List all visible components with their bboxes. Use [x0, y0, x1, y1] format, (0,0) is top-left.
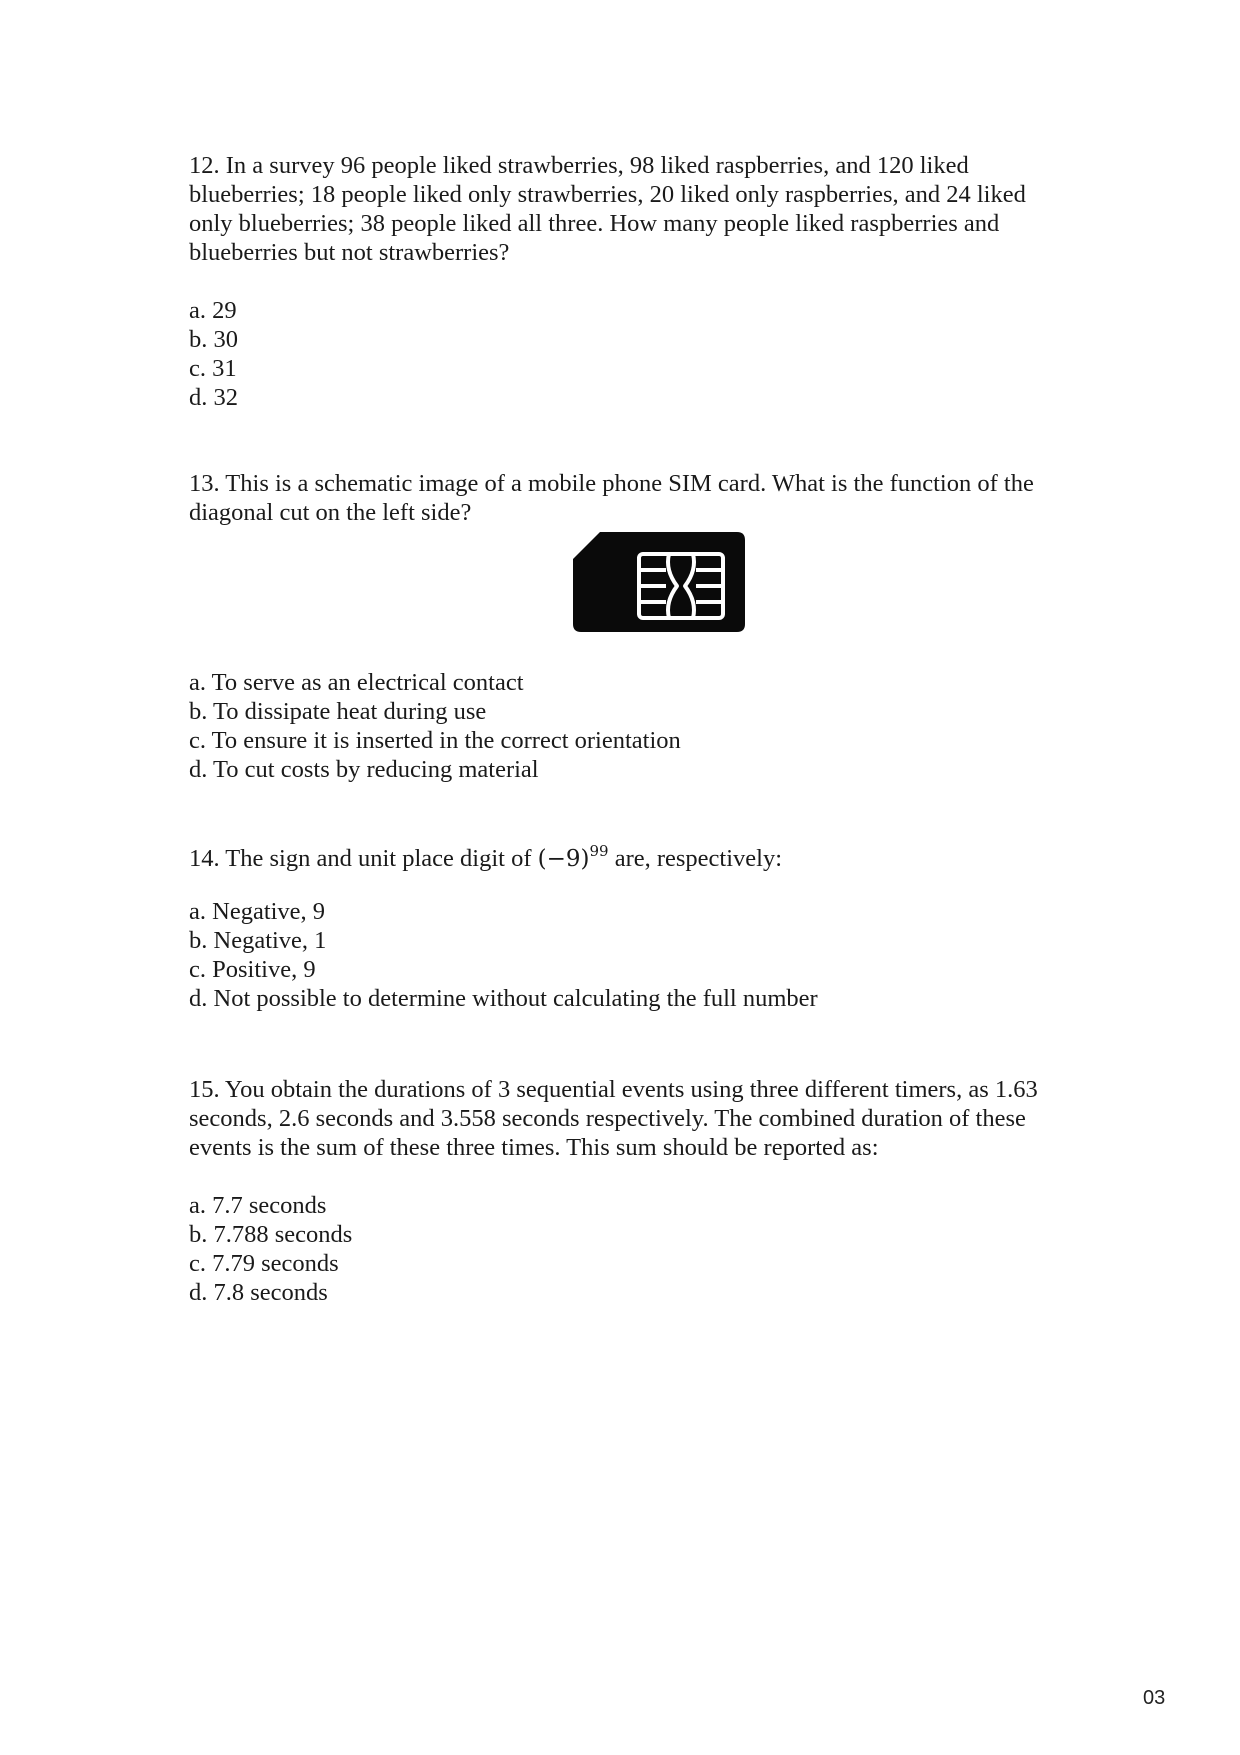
- option-13a: a. To serve as an electrical contact: [189, 669, 524, 696]
- sim-card-icon: [573, 532, 745, 632]
- option-12b: b. 30: [189, 326, 238, 353]
- option-12c: c. 31: [189, 355, 237, 382]
- question-14-text: [189, 844, 1069, 874]
- option-13d: d. To cut costs by reducing material: [189, 756, 539, 783]
- question-14-options: [189, 897, 1069, 1013]
- option-13b: b. To dissipate heat during use: [189, 698, 487, 725]
- option-15a: a. 7.7 seconds: [189, 1192, 327, 1219]
- option-12d: d. 32: [189, 384, 238, 411]
- option-15b: b. 7.788 seconds: [189, 1221, 353, 1248]
- option-15c: c. 7.79 seconds: [189, 1250, 339, 1277]
- option-14a: a. Negative, 9: [189, 898, 326, 925]
- math-base: (−9): [537, 846, 590, 872]
- option-14d: d. Not possible to determine without calculating the full number: [189, 985, 818, 1012]
- question-15-options: [189, 1191, 1069, 1307]
- question-12-text: 12. In a survey 96 people liked strawberries, 98 liked raspberries, and 120 liked blueberries; 18 people liked only strawberries, 20 liked only raspberries, and 24 liked only blueberries; 38 people liked all three. How many people liked raspberries and blueberries but not strawberries?: [189, 152, 1026, 266]
- option-15d: d. 7.8 seconds: [189, 1279, 328, 1306]
- question-14-text-end: are, respectively:: [608, 845, 783, 872]
- math-expression: [537, 842, 609, 872]
- question-14: [189, 844, 1069, 1013]
- question-12-options: [189, 296, 1069, 412]
- page-number: 03: [1143, 1687, 1166, 1709]
- question-14-text-start: 14. The sign and unit place digit of: [189, 845, 538, 872]
- option-14b: b. Negative, 1: [189, 927, 327, 954]
- question-13-options: [189, 668, 681, 784]
- question-13: [189, 469, 1069, 783]
- question-12: [189, 151, 1069, 412]
- question-13-text: 13. This is a schematic image of a mobile phone SIM card. What is the function of the diagonal cut on the left side?: [189, 470, 1034, 526]
- option-14c: c. Positive, 9: [189, 956, 316, 983]
- option-12a: a. 29: [189, 297, 237, 324]
- question-15: [189, 1075, 1069, 1307]
- math-exponent: 99: [589, 842, 609, 860]
- question-15-text: 15. You obtain the durations of 3 sequential events using three different timers, as 1.63 seconds, 2.6 seconds and 3.558 seconds respectively. The combined duration of these events is the sum of these three times. This sum should be reported as:: [189, 1076, 1038, 1161]
- option-13c: c. To ensure it is inserted in the correct orientation: [189, 727, 681, 754]
